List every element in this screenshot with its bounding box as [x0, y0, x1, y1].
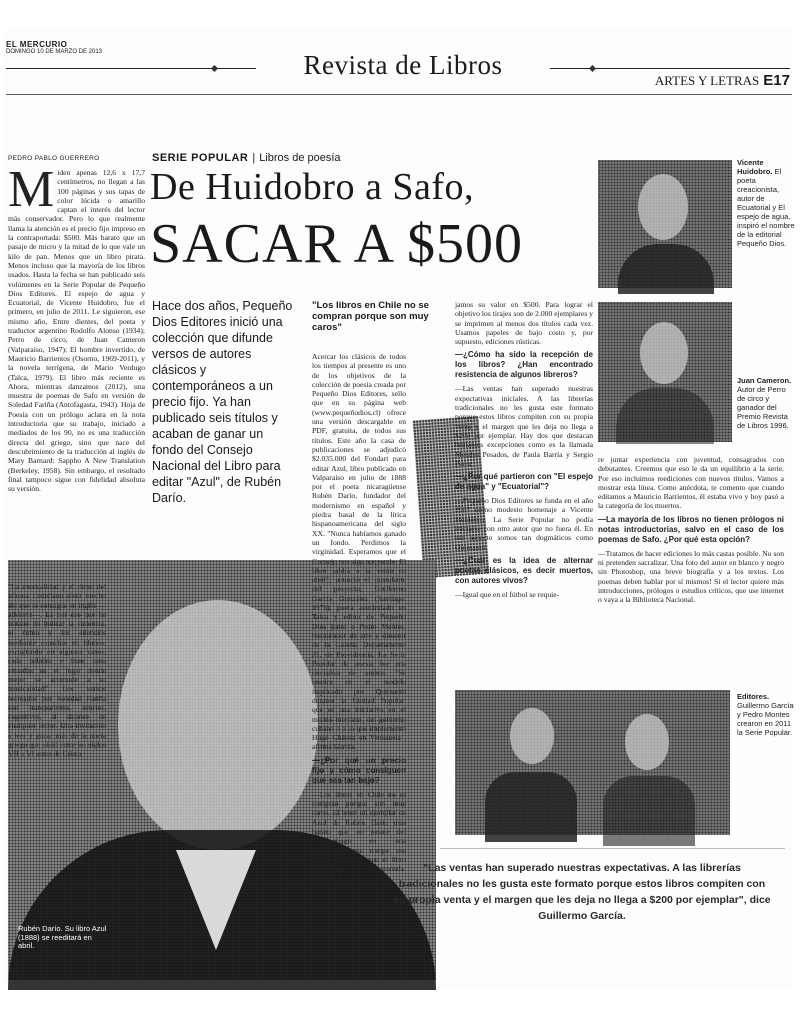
masthead-rule-right — [550, 68, 790, 69]
question-reception: —¿Cómo ha sido la recepción de los libros? ¿Han encontrado resistencia de algunos libreros? — [455, 350, 593, 380]
body-text-4: re juntar experiencia con juventud, consagrados con debutantes. Creemos que eso le da un equilibrio a la serie. Por eso incluimos reediciones con nuevos títulos. Vamos a mostrar esta línea. Como anécdota, te comento que cuando editamos a Mauricio Barrientos, él estaba vivo y hoy pasó a la categoría de los muertos. — [598, 455, 784, 511]
pull-quote: "Las ventas han superado nuestras expectativas. A las librerías tradicionales no les gusta este formato porque estos libros compiten con su propia venta y el margen que les deja no llega a $200 por ejemplar", dice Guillermo García. — [393, 862, 771, 922]
answer-reception: —Las ventas han superado nuestras expectativas iniciales. A las librerías tradicionales no les gusta este formato porque estos libros compiten con su propia venta y el margen que les deja no llega a $200 por ejemplar. Hay dos que destacan brillantes excepciones como es la llamada Metales Pesados, de Paula Barría y Sergio Parra. — [455, 384, 593, 468]
body-column-3 — [455, 300, 593, 680]
caption-dario: Rubén Darío. Su libro Azul (1888) se reeditará en abril. — [18, 924, 107, 950]
body-column-2 — [312, 352, 406, 883]
answer-huidobro: —Pequeño Dios Editores se funda en el año 2007 como modesto homenaje a Vicente Huidobro. La Serie Popular no podía iniciarse con otro autor que no fuera él. En ese aspecto somos tan dogmáticos como Quimantú. — [455, 496, 593, 552]
answer-prologues: —Tratamos de hacer ediciones lo más castas posible. No son ni pretenden sacralizar. Una foto del autor en blanco y negro sin Photoshop, una breve biografía y a los textos. Los poemas deben hablar por sí mismos! Si el lector quiere más introducciones, prólogos o estudios críticos, que use internet o vaya a la Biblioteca Nacional. — [598, 548, 784, 605]
caption-juan-name: Juan Cameron. — [737, 376, 792, 385]
caption-editors-name: Editores. — [737, 692, 770, 701]
caption-vicente-text: El poeta creacionista, autor de Ecuatorial y El espejo de agua, inspiró el nombre de la editorial Pequeño Dios. — [737, 167, 795, 248]
masthead-rule-left — [6, 68, 256, 69]
caption-vicente — [737, 158, 795, 248]
portrait-face — [638, 174, 688, 240]
kicker-series: SERIE POPULAR — [152, 152, 249, 164]
portrait-coat — [616, 388, 714, 444]
byline: PEDRO PABLO GUERRERO — [8, 155, 100, 162]
quote-rule — [440, 848, 785, 849]
answer-alternate: —Igual que en el fútbol se requie- — [455, 589, 560, 599]
editor-coat-2 — [603, 776, 695, 846]
portrait-coat — [618, 244, 714, 294]
body-text-3: jamos su valor en $500. Para lograr el objetivo los tirajes son de 2.000 ejemplares y se imprimen al menos dos títulos cada vez. Usamos papeles de bajo costo y, por supuesto, ediciones rústicas. — [455, 300, 593, 347]
editor-face-2 — [625, 714, 669, 770]
body-text-2: Acercar los clásicos de todos los tiempos al presente es uno de los objetivos de la colección de poesía creada por Pequeño Dios Editores, sello que en su página web (www.pequeñodios.cl) ofrece una versión descargable en PDF, gratuita, de todos sus títulos. Este año la casa de publicaciones se adjudicó $2.035.000 del Fondart para editar Azul, libro publicado en Valparaíso en julio de 1888 por el poeta nicaragüense Rubén Darío, fundador del modernismo en español y piedra basal de la lírica hispanoamericana del siglo XX. "Nunca habíamos ganado un fondo. Perdimos la virginidad. Esperamos que el Consejo nos siga apoyando. El libro saldrá a la venta en abril", anunció el postulante del proyecto, Guillermo García González (Santiago, 1976), poeta avecindado en Talca y editor de Pequeño Dios junto a Pedro Montes, restaurador de arte y director de la Galería Departamento 21, de Providencia. La Serie Popular de poesía fue una iniciativa de ambos. "Se inspira en el modelo implicado por Quimantú durante la Unidad Popular, que es una iniciativa en el mismo mercado, del gobierno cubano o a lo que implementó Hugo Chávez en Venezuela", afirma García. — [312, 352, 406, 752]
question-prologues: —La mayoría de los libros no tienen prólogos ni notas introductorias, salvo en el caso de los poemas de Safo. ¿Por qué esta opción? — [598, 514, 784, 544]
portrait-face — [118, 600, 318, 850]
editor-coat-1 — [485, 772, 577, 842]
editor-face-1 — [510, 708, 554, 764]
vicente-huidobro-photo — [598, 160, 732, 288]
portrait-face — [640, 322, 688, 384]
drop-cap: M — [8, 161, 55, 218]
body-column-1b: "La musicalidad y el ritmo del idioma castellano dista mucho del que se consigue en inglés —advierte—. Es por eso que he tratado de indicar la cadencia, el ritmo y los silencios mediante espacios en blanco, escogiendo en algunos casos, cada palabra y frase para situarlas en el lugar donde mejor se acomode a su musicalidad". Los versos recreados por Soledad Fariña son transparentes, sobrios, sugestivos, al alcance de cualquier lector. Una invitación a leer y gozar más de la poeta griega que vivió entre los siglos VII y VI antes de Cristo. — [8, 582, 106, 759]
body-column-4 — [598, 455, 784, 680]
question-alternate: —¿Cuál es la idea de alternar poetas clásicos, es decir muertos, con autores vivos? — [455, 555, 593, 585]
question-huidobro: —¿Por qué partieron con "El espejo de agua" y "Ecuatorial"? — [455, 472, 593, 492]
caption-juan-text: Autor de Perro de circo y ganador del Premio Revista de Libros 1996. — [737, 385, 789, 430]
question-price: —¿Por qué un precio fijo y cómo consiguen que sea tan bajo? — [312, 755, 406, 785]
paper-name: EL MERCURIO — [6, 40, 68, 49]
deck: Hace dos años, Pequeño Dios Editores inició una colección que difunde versos de autores clásicos y contemporáneos a un precio fijo. Ya han publicado seis títulos y acaban de ganar un fondo del Consejo Nacional del Libro para editar "Azul", de Rubén Darío. — [152, 299, 293, 505]
headline-line-2: SACAR A $500 — [150, 213, 523, 275]
caption-editors — [737, 692, 795, 737]
body-column-1 — [8, 161, 145, 578]
masthead-left — [6, 40, 102, 55]
section-label — [655, 72, 790, 89]
body-text-1: iden apenas 12,6 x 17,7 centímetros, no llegan a las 100 páginas y sus tapas de color lúcida o amarillo captan el interés del lector más conservador. Pero lo que realmente llama la atención es el precio fijo impreso en la contraportada: $500. Más barato que un pasaje de micro y la mitad de lo que vale un kilo de pan. Menos que un libro pirata. Menos incluso que la mayoría de los libros usados. Hasta la fecha se han publicado seis volúmenes en la Serie Popular de Pequeño Dios Editores. El espejo de agua y Ecuatorial, de Vicente Huidobro, fue el primero, en julio de 2011. Le siguieron, ese mismo año, Entre dientes, del poeta y traductor argentino Rodolfo Alonso (1934); Perro de circo, de Juan Cameron (Valparaíso, 1947); El hombre invertido, de Mauricio Barrientos (Osorno, 1969-2011), y la novela terrígena, de Mario Verdugo (Talca, 1979). El libro más reciente es Ahora, mientras danzamos (2012), una muestra de poemas de Safo en versión de Soledad Fariña (Antofagasta, 1943). Hoja de Poesía con un prólogo aclara en la nota introductoria que su trabajo, iniciado a mediados de los 90, no es una traducción directa del griego, sino que nace del descubrimiento de la traducción al inglés de Mary Barnard: Sappho A New Translation (Berkeley, 1958). Sin embargo, el resultado final tampoco sigue con fidelidad absoluta su versión. — [8, 168, 145, 494]
answer-price: —Los libros en Chile no se compran porque son muy caros. El tener un ejemplar de Azul de Rubén Darío más barato que un pasaje del Transantiago es una revolución que rompe ese ciclo. Buscamos que el libro se compre con una moneda. Por eso fi- — [312, 789, 406, 883]
header-rule — [6, 94, 792, 95]
issue-date: DOMINGO 10 DE MARZO DE 2013 — [6, 49, 103, 55]
kicker-topic: Libros de poesía — [259, 152, 341, 164]
caption-juan — [737, 376, 795, 430]
caption-editors-text: Guillermo García y Pedro Montes crearon en 2011 la Serie Popular. — [737, 701, 794, 737]
kicker-separator: | — [252, 152, 256, 164]
subhead-price: "Los libros en Chile no se compran porque son muy caros" — [312, 300, 429, 333]
juan-cameron-photo — [598, 302, 732, 442]
section-name: ARTES Y LETRAS — [654, 73, 760, 88]
page-number: E17 — [763, 72, 790, 89]
caption-vicente-name: Vicente Huidobro. — [737, 158, 773, 176]
headline-line-1: De Huidobro a Safo, — [150, 166, 474, 208]
section-title: Revista de Libros — [303, 50, 503, 80]
editors-photo — [455, 690, 730, 835]
kicker — [152, 152, 341, 164]
